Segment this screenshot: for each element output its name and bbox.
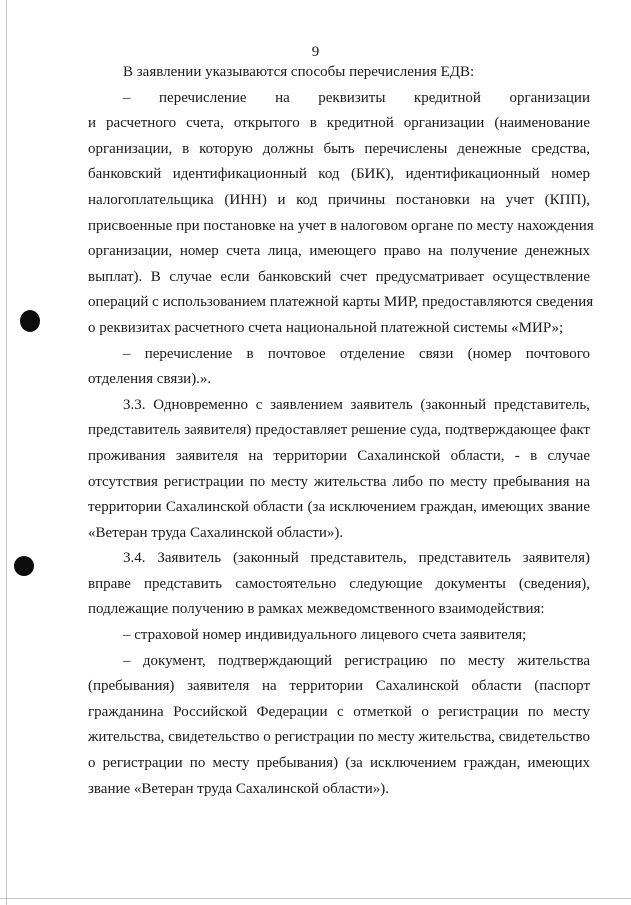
- text-line: (пребывания) заявителя на территории Сахалинской области (паспорт: [88, 678, 590, 695]
- text-line: выплат). В случае если банковский счет предусматривает осуществление: [88, 268, 590, 285]
- text-line: территории Сахалинской области (за исключением граждан, имеющих звание: [88, 499, 590, 516]
- body-text: [88, 60, 594, 802]
- text-line: звание «Ветеран труда Сахалинской области»).: [88, 780, 390, 797]
- text-line: проживания заявителя на территории Сахалинской области, - в случае: [88, 447, 590, 464]
- text-line: «Ветеран труда Сахалинской области»).: [88, 524, 344, 541]
- text-line: подлежащие получению в рамках межведомственного взаимодействия:: [88, 601, 545, 618]
- text-line: отсутствия регистрации по месту жительства либо по месту пребывания на: [88, 473, 590, 490]
- text-line: – перечисление на реквизиты кредитной организации: [123, 89, 590, 106]
- text-line: налогоплательщика (ИНН) и код причины постановки на учет (КПП),: [88, 191, 590, 208]
- scan-edge-bottom: [0, 898, 631, 899]
- text-line: – перечисление в почтовое отделение связи (номер почтового: [123, 345, 590, 362]
- text-line: организации, номер счета лица, имеющего право на получение денежных: [88, 243, 590, 260]
- text-line: организации, в которую должны быть перечислены денежные средства,: [88, 140, 590, 157]
- text-line: о регистрации по месту пребывания) (за исключением граждан, имеющих: [88, 755, 590, 772]
- text-line: гражданина Российской Федерации с отметкой о регистрации по месту: [88, 703, 590, 720]
- text-line: банковский идентификационный код (БИК), идентификационный номер: [88, 166, 590, 183]
- text-line: представитель заявителя) предоставляет решение суда, подтверждающее факт: [88, 422, 590, 439]
- page-number: 9: [311, 44, 320, 60]
- text-line: 3.3. Одновременно с заявлением заявитель (законный представитель,: [123, 396, 590, 413]
- text-line: и расчетного счета, открытого в кредитной организации (наименование: [88, 115, 590, 132]
- text-line: жительства, свидетельство о регистрации по месту жительства, свидетельство: [88, 729, 590, 746]
- text-line: присвоенные при постановке на учет в налоговом органе по месту нахождения: [88, 217, 594, 234]
- text-line: вправе представить самостоятельно следующие документы (сведения),: [88, 575, 590, 592]
- punch-hole-bottom: [14, 556, 34, 576]
- punch-hole-top: [20, 310, 40, 332]
- text-line: о реквизитах расчетного счета национальной платежной системы «МИР»;: [88, 319, 564, 336]
- text-line: В заявлении указываются способы перечисления ЕДВ:: [123, 64, 475, 80]
- text-line: отделения связи).».: [88, 371, 212, 388]
- text-line: – страховой номер индивидуального лицевого счета заявителя;: [123, 627, 527, 644]
- scan-edge-left: [6, 0, 7, 905]
- text-line: 3.4. Заявитель (законный представитель, представитель заявителя): [123, 550, 590, 567]
- text-line: операций с использованием платежной карты МИР, предоставляются сведения: [88, 294, 594, 311]
- text-line: – документ, подтверждающий регистрацию по месту жительства: [123, 652, 590, 669]
